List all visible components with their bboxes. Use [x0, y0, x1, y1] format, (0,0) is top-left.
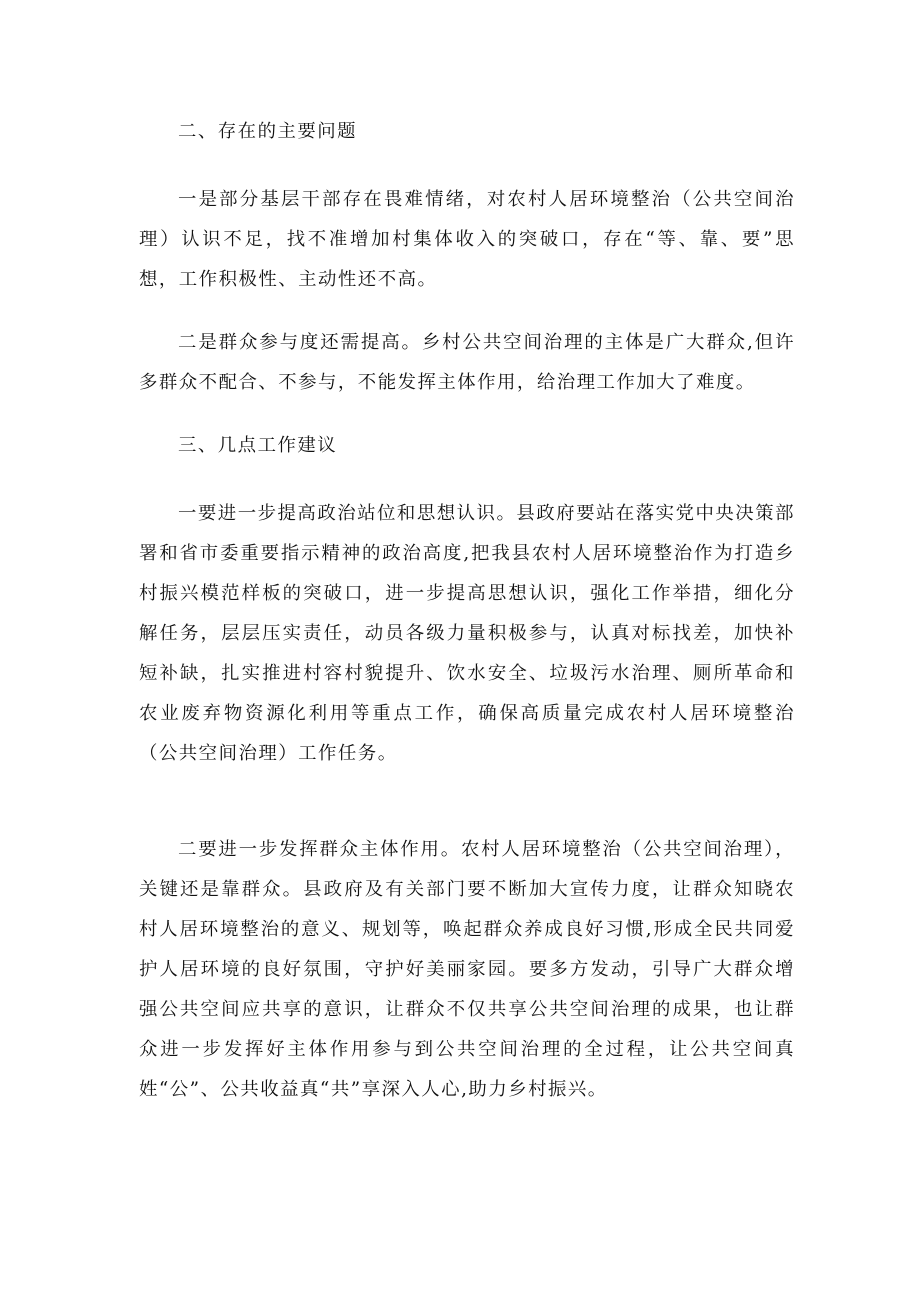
paragraph-problem-2: 二是群众参与度还需提高。乡村公共空间治理的主体是广大群众,但许多群众不配合、不参与，不能发挥主体作用，给治理工作加大了难度。	[139, 332, 795, 393]
paragraph-problem-1: 一是部分基层干部存在畏难情绪，对农村人居环境整治（公共空间治理）认识不足，找不准增加村集体收入的突破口，存在“等、靠、要”思想，工作积极性、主动性还不高。	[139, 189, 795, 290]
section-heading-problems: 二、存在的主要问题	[178, 121, 358, 142]
document-body	[139, 112, 795, 1133]
section-heading-suggestions: 三、几点工作建议	[178, 435, 338, 456]
paragraph-suggestion-1: 一要进一步提高政治站位和思想认识。县政府要站在落实党中央决策部署和省市委重要指示精神的政治高度,把我县农村人居环境整治作为打造乡村振兴模范样板的突破口，进一步提高思想认识，强化工作举措，细化分解任务，层层压实责任，动员各级力量积极参与，认真对标找差，加快补短补缺，扎实推进村容村貌提升、饮水安全、垃圾污水治理、厕所革命和农业废弃物资源化利用等重点工作，确保高质量完成农村人居环境整治（公共空间治理）工作任务。	[139, 503, 795, 764]
paragraph-suggestion-2: 二要进一步发挥群众主体作用。农村人居环境整治（公共空间治理），关键还是靠群众。县政府及有关部门要不断加大宣传力度，让群众知晓农村人居环境整治的意义、规划等，唤起群众养成良好习惯,形成全民共同爱护人居环境的良好氛围，守护好美丽家园。要多方发动，引导广大群众增强公共空间应共享的意识，让群众不仅共享公共空间治理的成果，也让群众进一步发挥好主体作用参与到公共空间治理的全过程，让公共空间真姓“公”、公共收益真“共”享深入人心,助力乡村振兴。	[139, 839, 795, 1100]
